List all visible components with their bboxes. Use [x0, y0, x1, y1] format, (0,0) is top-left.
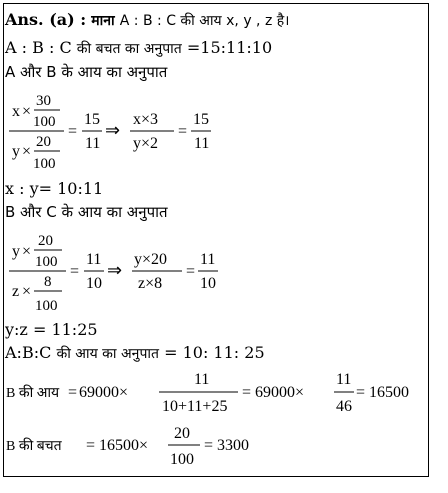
eq1-times-1: × — [22, 103, 32, 120]
eq1-times-2: × — [22, 143, 32, 160]
ab-income-heading: A और B के आय का अनुपात — [5, 63, 168, 81]
eq1-big-den-top: 20 — [36, 134, 51, 150]
eq1-big-den-var: y — [12, 143, 20, 160]
eq2-equals-1: = — [70, 263, 80, 280]
eq3-frac1-num: 11 — [194, 371, 210, 388]
eq4-frac-den: 100 — [170, 451, 194, 468]
eq2-m-num: y×20 — [134, 251, 168, 268]
eq2-times-1: × — [22, 243, 32, 260]
eq1-big-num-bottom: 100 — [33, 114, 56, 130]
eq2-big-den-bottom: 100 — [35, 298, 58, 314]
equation-ab — [6, 84, 236, 176]
eq3-frac2-den: 46 — [336, 398, 352, 415]
savings-text: की बचत का अनुपात — [76, 41, 182, 57]
eq1-m-den: y×2 — [133, 135, 159, 152]
equation-b-savings — [6, 424, 306, 474]
eq4-equals: = — [86, 437, 96, 454]
answer-heading — [5, 10, 290, 31]
eq2-r1-num: 11 — [86, 251, 102, 268]
eq1-m-num: x×3 — [133, 111, 159, 128]
mana-label: माना — [91, 13, 115, 29]
eq1-big-num-var: x — [12, 103, 20, 120]
eq3-frac1-den: 10+11+25 — [162, 398, 228, 415]
eq1-equals-2: = — [178, 123, 188, 140]
eq2-r1-den: 10 — [86, 275, 102, 292]
eq3-equals: = — [68, 384, 78, 401]
savings-lhs: A : B : C — [5, 38, 72, 57]
eq1-equals-1: = — [68, 123, 78, 140]
eq3-multiplier-a: 69000× — [79, 384, 129, 401]
eq1-implies: ⇒ — [105, 120, 121, 140]
eq2-m-den: z×8 — [138, 275, 163, 292]
eq2-big-num-bottom: 100 — [35, 254, 58, 270]
eq2-r2-den: 10 — [200, 275, 216, 292]
eq2-times-2: × — [22, 283, 32, 300]
eq1-r2-num: 15 — [193, 111, 209, 128]
eq1-r1-den: 11 — [85, 135, 101, 152]
yz-ratio: y:z = 11:25 — [5, 320, 98, 339]
eq3-frac2-num: 11 — [336, 371, 352, 388]
eq3-multiplier-b: = 69000× — [242, 384, 305, 401]
answer-label: Ans. (a) : — [5, 10, 87, 29]
savings-value: =15:11:10 — [186, 38, 273, 57]
eq1-r1-num: 15 — [84, 111, 100, 128]
eq2-big-num-top: 20 — [38, 233, 53, 249]
eq2-big-num-var: y — [12, 243, 20, 260]
bc-income-heading: B और C के आय का अनुपात — [5, 203, 168, 221]
eq4-multiplier: 16500× — [99, 437, 149, 454]
eq2-big-den-var: z — [12, 283, 20, 300]
eq2-equals-2: = — [186, 263, 196, 280]
abc-income-ratio — [5, 343, 265, 364]
eq2-big-den-top: 8 — [44, 274, 52, 290]
abc-value: = 10: 11: 25 — [164, 343, 265, 362]
eq2-implies: ⇒ — [107, 260, 123, 280]
eq3-result: = 16500 — [356, 384, 410, 401]
equation-bc — [6, 224, 236, 318]
xy-ratio: x : y= 10:11 — [5, 179, 104, 198]
eq3-lhs: B की आय — [6, 386, 60, 401]
eq2-r2-num: 11 — [200, 251, 216, 268]
income-statement: A : B : C की आय x, y , z है। — [119, 13, 290, 29]
eq1-big-num-top: 30 — [36, 93, 51, 109]
eq1-r2-den: 11 — [194, 135, 210, 152]
equation-b-income — [6, 366, 426, 418]
eq4-frac-num: 20 — [174, 425, 190, 442]
abc-lhs: A:B:C — [5, 343, 52, 362]
savings-ratio-line — [5, 38, 272, 59]
eq4-result: = 3300 — [204, 437, 250, 454]
abc-text: की आय का अनुपात — [56, 346, 159, 362]
eq4-lhs: B की बचत — [6, 439, 62, 454]
eq1-big-den-bottom: 100 — [33, 156, 56, 172]
